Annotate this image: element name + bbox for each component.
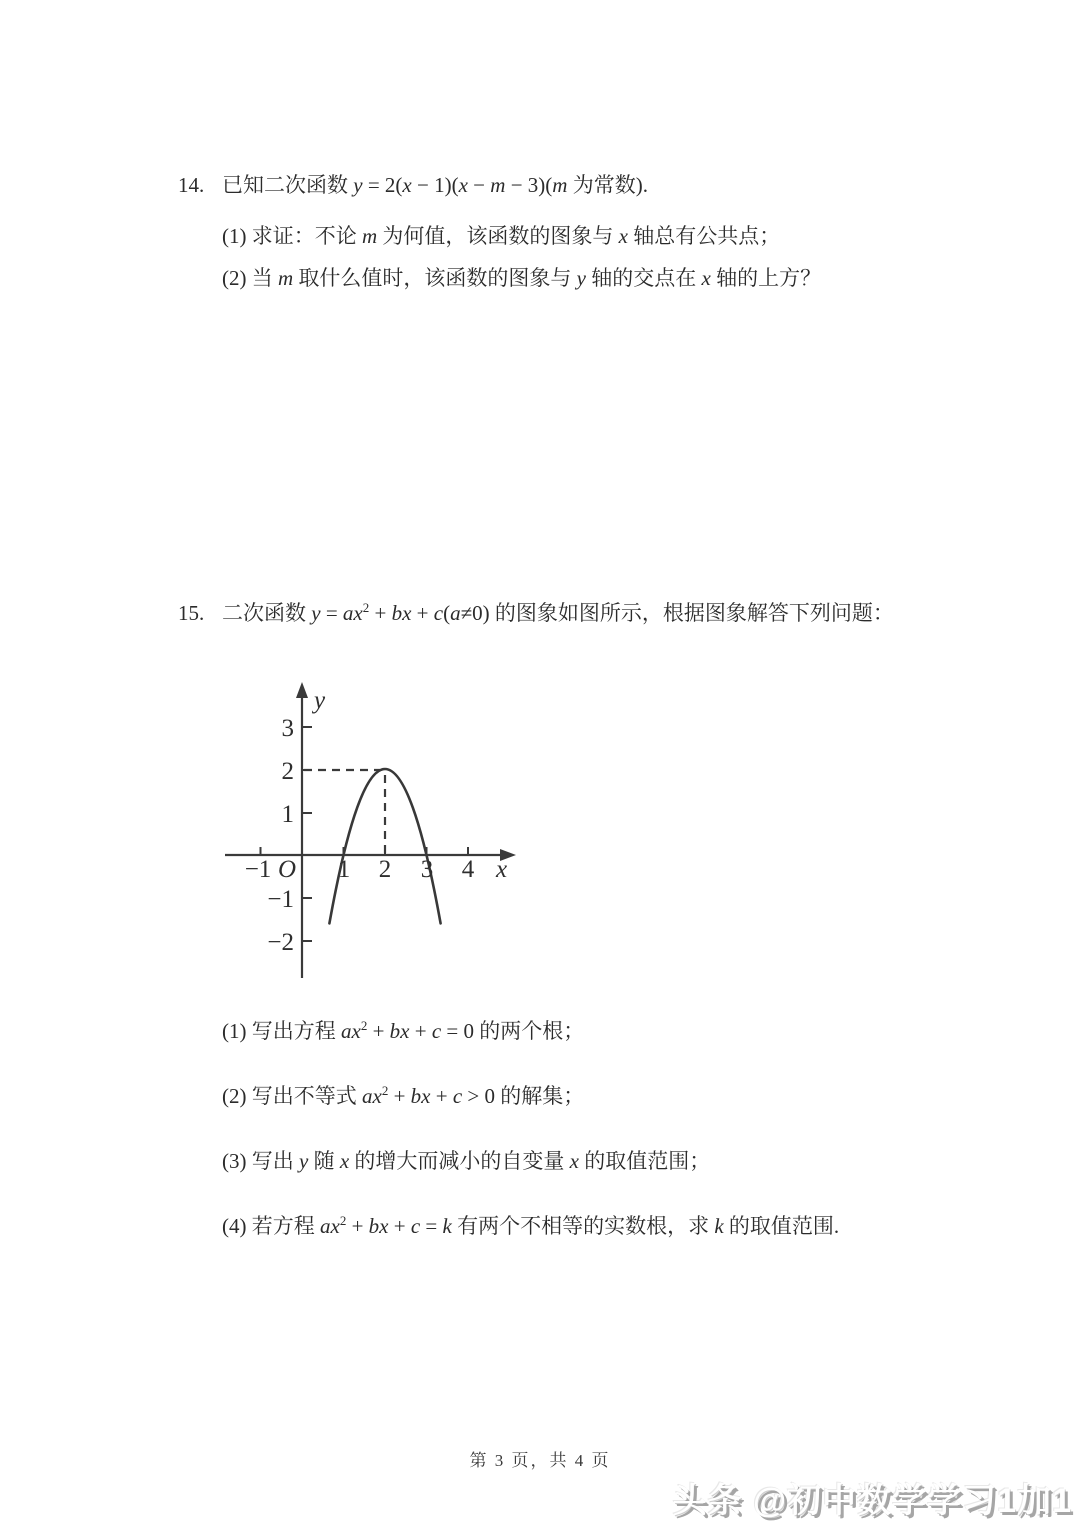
question-14-part-2: (2) 当 m 取什么值时，该函数的图象与 y 轴的交点在 x 轴的上方？ bbox=[222, 266, 822, 290]
y-tick-label-3: 3 bbox=[281, 715, 294, 742]
origin-label: O bbox=[278, 856, 297, 883]
question-14-title: 已知二次函数 y = 2(x − 1)(x − m − 3)(m 为常数). bbox=[222, 173, 648, 197]
question-14-part-1: (1) 求证：不论 m 为何值，该函数的图象与 x 轴总有公共点； bbox=[222, 224, 781, 248]
y-axis-label: y bbox=[314, 687, 326, 714]
x-tick-label-2: 2 bbox=[378, 856, 392, 883]
x-tick-label-4: 4 bbox=[461, 856, 475, 883]
y-tick-label-neg2: −2 bbox=[267, 929, 294, 956]
x-tick-label-neg1: −1 bbox=[244, 856, 272, 883]
y-tick-label-1: 1 bbox=[281, 801, 294, 828]
question-14 bbox=[178, 170, 648, 200]
y-axis-arrow-icon bbox=[296, 682, 308, 698]
question-15-title: 二次函数 $y = ax^2$ + bx + c(a≠0) 的图象如图所示，根据图象解答下列问题： bbox=[222, 600, 894, 625]
page-footer: 第 3 页，共 4 页 bbox=[469, 1451, 611, 1470]
y-tick-label-neg1: −1 bbox=[267, 886, 294, 913]
y-tick-label-2: 2 bbox=[281, 758, 294, 785]
question-15-part-1: (1) 写出方程 $ax^2$ + bx + c = 0 的两个根； bbox=[222, 1018, 585, 1043]
x-tick-label-3: 3 bbox=[420, 856, 434, 883]
question-15-number: 15. bbox=[178, 601, 205, 625]
question-14-number: 14. bbox=[178, 173, 205, 197]
question-15-part-3: (3) 写出 y 随 x 的增大而减小的自变量 x 的取值范围； bbox=[222, 1149, 711, 1173]
question-15-part-2: (2) 写出不等式 $ax^2$ + bx + c > 0 的解集； bbox=[222, 1083, 585, 1108]
question-15-part-4: (4) 若方程 $ax^2$ + bx + c = k 有两个不相等的实数根，求 k 的取值范围. bbox=[222, 1213, 840, 1238]
x-tick-label-1: 1 bbox=[337, 856, 351, 883]
watermark: 头条 @初中数学学习1加1 bbox=[672, 1482, 1072, 1520]
parabola-figure bbox=[220, 672, 520, 987]
x-axis-label: x bbox=[496, 856, 508, 883]
question-15 bbox=[178, 598, 894, 628]
